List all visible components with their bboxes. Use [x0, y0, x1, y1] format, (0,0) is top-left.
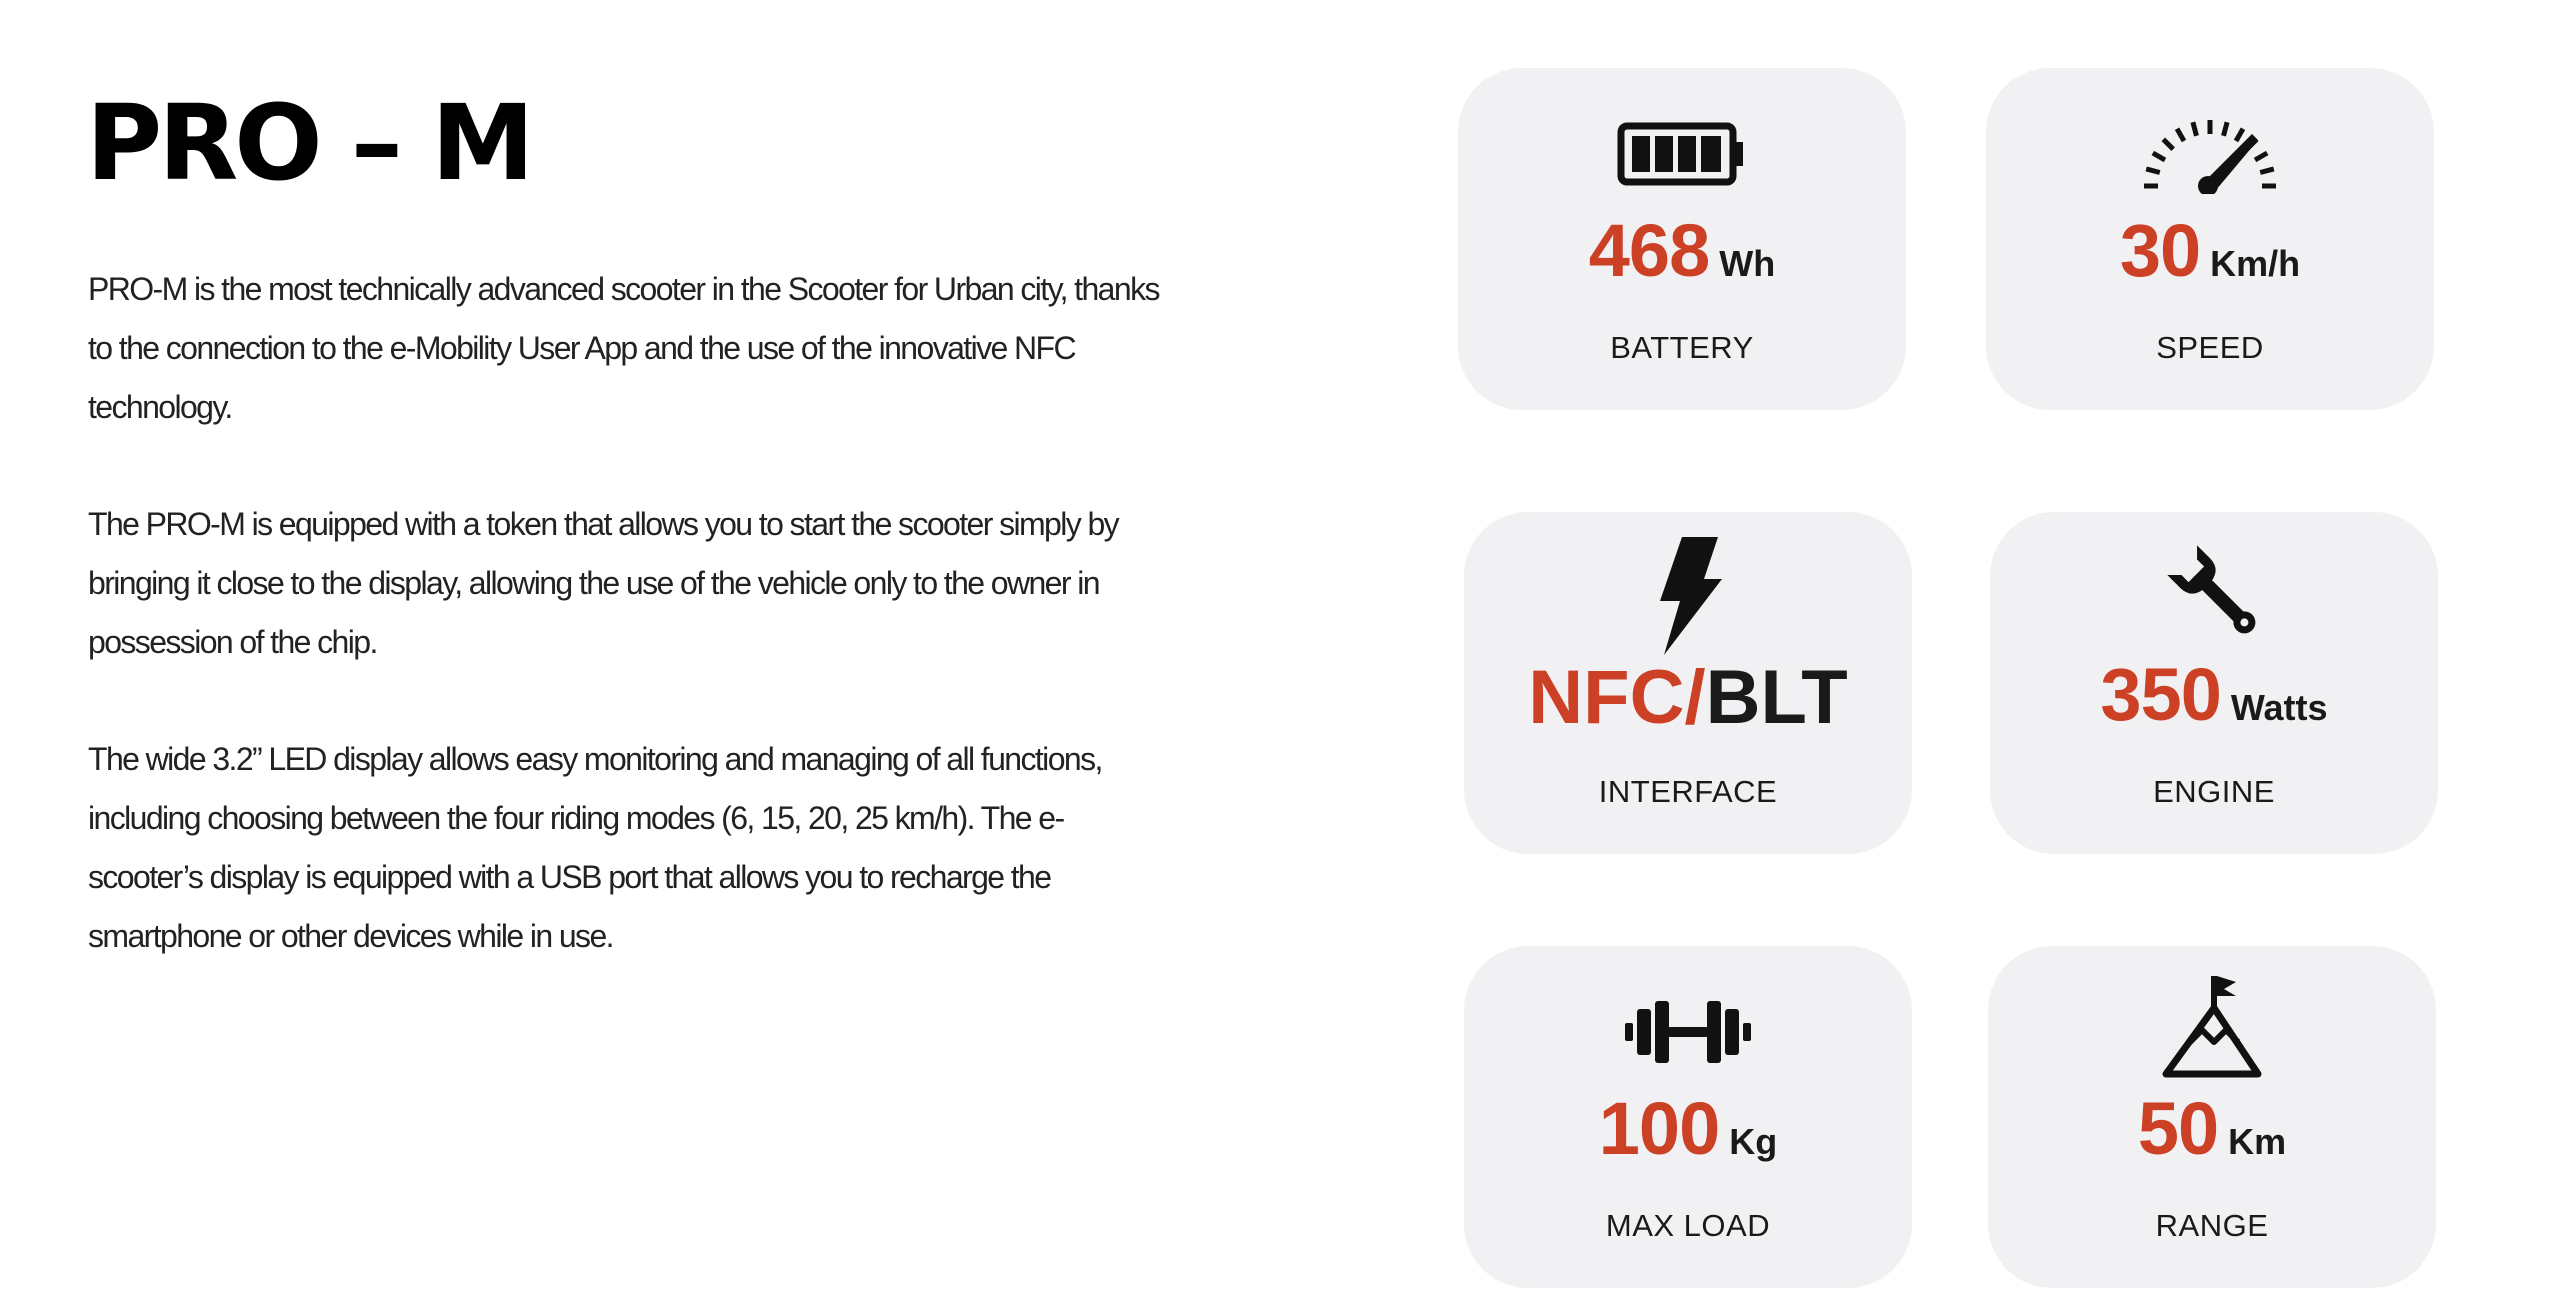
spec-card-max-load — [1464, 946, 1912, 1288]
battery-label: BATTERY — [1610, 330, 1754, 365]
battery-unit: Wh — [1719, 243, 1776, 284]
max-load-label: MAX LOAD — [1605, 1208, 1771, 1243]
spec-card-range — [1988, 946, 2436, 1288]
speed-value — [1986, 208, 2434, 298]
battery-number: 468 — [1588, 209, 1710, 292]
battery-value — [1458, 208, 1906, 298]
product-description — [88, 260, 1168, 1024]
range-label: RANGE — [2155, 1208, 2269, 1243]
lightning-bolt-icon — [1464, 534, 1912, 658]
range-number: 50 — [2137, 1087, 2219, 1170]
interface-label: INTERFACE — [1598, 774, 1778, 809]
engine-number: 350 — [2100, 653, 2221, 736]
battery-icon — [1458, 104, 1906, 204]
spec-card-battery — [1458, 68, 1906, 410]
interface-nfc: NFC/ — [1528, 655, 1706, 740]
description-paragraph: The wide 3.2” LED display allows easy monitoring and managing of all functions, including choosing between the four riding modes (6, 15, 20, 25 km/h). The e-scooter’s display is equipped with a USB port that allows you to recharge the smartphone or other devices while in use. — [88, 741, 1102, 954]
spec-card-speed — [1986, 68, 2434, 410]
description-paragraph: PRO-M is the most technically advanced scooter in the Scooter for Urban city, thanks to the connection to the e-Mobility User App and the use of the innovative NFC technology. — [88, 271, 1159, 425]
max-load-number: 100 — [1598, 1087, 1720, 1170]
interface-value — [1464, 654, 1912, 744]
dumbbell-icon — [1464, 982, 1912, 1082]
max-load-value — [1464, 1086, 1912, 1176]
range-value — [1988, 1086, 2436, 1176]
speed-label: SPEED — [2156, 330, 2264, 365]
spec-card-engine — [1990, 512, 2438, 854]
speed-number: 30 — [2119, 209, 2201, 292]
spec-card-interface — [1464, 512, 1912, 854]
mountain-flag-icon — [1988, 968, 2436, 1084]
speedometer-icon — [1986, 104, 2434, 204]
description-paragraph: The PRO-M is equipped with a token that allows you to start the scooter simply by bringing it close to the display, allowing the use of the vehicle only to the owner in possession of the chip. — [88, 506, 1119, 660]
wrench-icon — [1990, 532, 2438, 652]
engine-unit: Watts — [2230, 687, 2328, 728]
range-unit: Km — [2228, 1121, 2287, 1162]
max-load-unit: Kg — [1729, 1121, 1778, 1162]
engine-value — [1990, 652, 2438, 742]
interface-blt: BLT — [1705, 655, 1848, 740]
speed-unit: Km/h — [2210, 243, 2301, 284]
page-title: PRO – M — [86, 82, 531, 204]
engine-label: ENGINE — [2153, 774, 2275, 809]
